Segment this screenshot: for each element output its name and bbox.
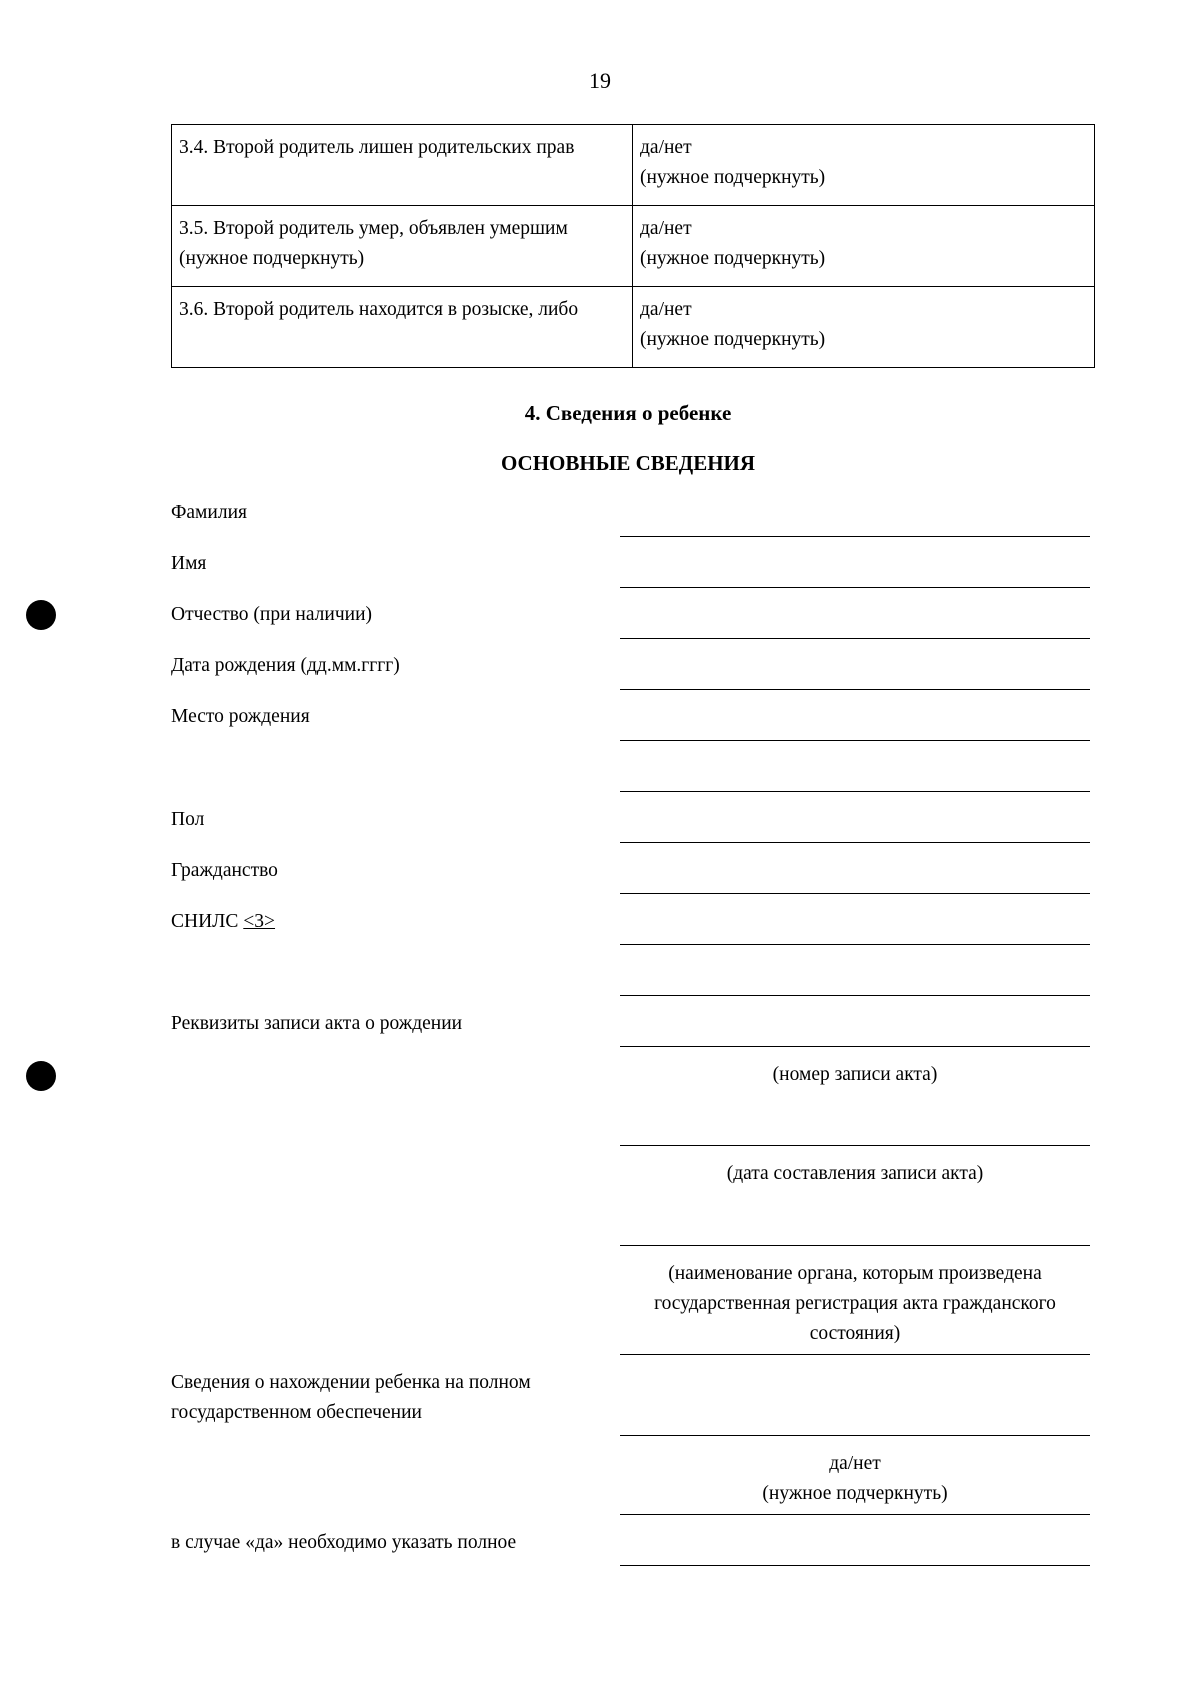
label-sex: Пол	[171, 809, 205, 830]
punch-hole-mark	[26, 1061, 56, 1091]
answer-options: да/нет	[640, 137, 692, 158]
label-if-yes: в случае «да» необходимо указать полное	[171, 1532, 517, 1553]
answer-hint: (нужное подчеркнуть)	[640, 329, 826, 350]
page-number: 19	[589, 68, 611, 93]
parent-status-table	[171, 124, 1095, 368]
label-birth-place: Место рождения	[171, 706, 310, 727]
patronymic-input-line[interactable]	[620, 638, 1090, 639]
snils-input-line[interactable]	[620, 944, 1090, 945]
birth-place-input-line[interactable]	[620, 740, 1090, 741]
section-title: 4. Сведения о ребенке	[524, 401, 732, 425]
label-birth-date: Дата рождения (дд.мм.гггг)	[171, 655, 400, 676]
table-cell-answer[interactable]	[633, 287, 1095, 368]
record-date-input-line[interactable]	[620, 1145, 1090, 1146]
answer-options: да/нет	[640, 218, 692, 239]
registry-office-input-line[interactable]	[620, 1245, 1090, 1246]
punch-hole-mark	[26, 600, 56, 630]
snils-text: СНИЛС	[171, 911, 239, 932]
table-row	[172, 287, 1095, 368]
label-birth-record: Реквизиты записи акта о рождении	[171, 1013, 463, 1034]
caption-state-care-hint: (нужное подчеркнуть)	[762, 1483, 948, 1504]
table-row	[172, 206, 1095, 287]
citizenship-input-line[interactable]	[620, 893, 1090, 894]
snils-input-line-2[interactable]	[620, 995, 1090, 996]
record-number-input-line[interactable]	[620, 1046, 1090, 1047]
answer-options: да/нет	[640, 299, 692, 320]
label-citizenship: Гражданство	[171, 860, 278, 881]
label-first-name: Имя	[171, 553, 207, 574]
first-name-input-line[interactable]	[620, 587, 1090, 588]
sex-input-line[interactable]	[620, 842, 1090, 843]
answer-hint: (нужное подчеркнуть)	[640, 167, 826, 188]
surname-input-line[interactable]	[620, 536, 1090, 537]
table-cell-answer[interactable]	[633, 125, 1095, 206]
caption-record-number: (номер записи акта)	[772, 1064, 938, 1085]
table-cell-question: 3.5. Второй родитель умер, объявлен умершим (нужное подчеркнуть)	[172, 206, 633, 287]
table-cell-question: 3.4. Второй родитель лишен родительских прав	[172, 125, 633, 206]
table-row	[172, 125, 1095, 206]
table-cell-question: 3.6. Второй родитель находится в розыске, либо	[172, 287, 633, 368]
if-yes-input-line[interactable]	[620, 1565, 1090, 1566]
caption-record-date: (дата составления записи акта)	[726, 1163, 984, 1184]
label-surname: Фамилия	[171, 502, 247, 523]
birth-date-input-line[interactable]	[620, 689, 1090, 690]
label-snils	[171, 907, 275, 937]
section-subtitle: ОСНОВНЫЕ СВЕДЕНИЯ	[500, 451, 756, 475]
caption-registry-office: (наименование органа, которым произведена государственная регистрация акта гражданского состояния)	[654, 1263, 1056, 1344]
registry-office-input-line-2[interactable]	[620, 1354, 1090, 1355]
answer-hint: (нужное подчеркнуть)	[640, 248, 826, 269]
birth-place-input-line-2[interactable]	[620, 791, 1090, 792]
caption-state-care-options[interactable]: да/нет	[829, 1453, 881, 1474]
label-patronymic: Отчество (при наличии)	[171, 604, 373, 625]
label-state-care: Сведения о нахождении ребенка на полном государственном обеспечении	[171, 1372, 531, 1423]
snils-footnote-link[interactable]: <3>	[243, 911, 276, 932]
table-cell-answer[interactable]	[633, 206, 1095, 287]
state-care-line-2[interactable]	[620, 1514, 1090, 1515]
state-care-input-line[interactable]	[620, 1435, 1090, 1436]
